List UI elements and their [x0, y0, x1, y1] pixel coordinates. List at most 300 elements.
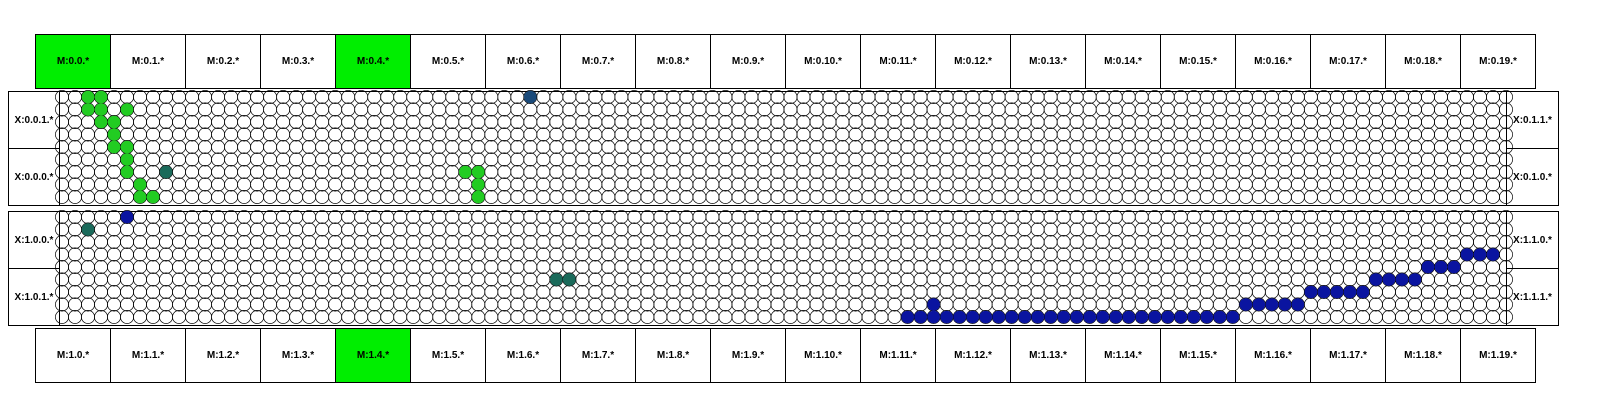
- grid-node: [953, 273, 966, 286]
- grid-node: [1304, 310, 1317, 323]
- grid-node: [472, 153, 485, 166]
- grid-node: [381, 285, 394, 298]
- grid-node: [992, 90, 1005, 103]
- grid-node: [589, 273, 602, 286]
- grid-node: [1252, 260, 1265, 273]
- grid-node: [1486, 90, 1499, 103]
- grid-node: [810, 310, 823, 323]
- grid-node: [524, 285, 537, 298]
- grid-node: [927, 178, 940, 191]
- grid-node: [264, 178, 277, 191]
- grid-node: [120, 223, 133, 236]
- grid-node: [940, 103, 953, 116]
- grid-node: [81, 153, 94, 166]
- grid-node: [563, 103, 576, 116]
- grid-node: [758, 153, 771, 166]
- grid-node: [329, 210, 342, 223]
- grid-node: [185, 273, 198, 286]
- grid-node: [1265, 310, 1278, 323]
- grid-node: [1447, 153, 1460, 166]
- grid-node: [1070, 103, 1083, 116]
- grid-node: [641, 223, 654, 236]
- grid-node: [693, 310, 706, 323]
- grid-node: [797, 190, 810, 203]
- grid-node: [381, 223, 394, 236]
- grid-node: [1187, 223, 1200, 236]
- grid-node: [199, 178, 212, 191]
- grid-node: [745, 248, 758, 261]
- grid-node: [1343, 128, 1356, 141]
- grid-node: [1265, 223, 1278, 236]
- grid-node: [81, 310, 94, 323]
- grid-node: [264, 310, 277, 323]
- grid-node: [706, 190, 719, 203]
- grid-node: [290, 298, 303, 311]
- grid-node: [107, 165, 120, 178]
- grid-node: [277, 298, 290, 311]
- grid-node: [1447, 190, 1460, 203]
- grid-node: [185, 90, 198, 103]
- grid-node: [940, 140, 953, 153]
- grid-node: [719, 298, 732, 311]
- grid-node: [784, 128, 797, 141]
- grid-node: [914, 153, 927, 166]
- grid-node: [810, 190, 823, 203]
- grid-node: [680, 298, 693, 311]
- grid-node: [1213, 128, 1226, 141]
- grid-node: [1460, 128, 1473, 141]
- grid-node: [1161, 165, 1174, 178]
- grid-node: [459, 140, 472, 153]
- grid-node: [1330, 310, 1343, 323]
- grid-node: [836, 178, 849, 191]
- grid-node: [550, 90, 563, 103]
- grid-node: [1109, 210, 1122, 223]
- grid-node: [1070, 210, 1083, 223]
- grid-node: [836, 128, 849, 141]
- grid-node: [1408, 178, 1421, 191]
- grid-node: [146, 260, 159, 273]
- grid-node: [1330, 115, 1343, 128]
- grid-node: [1486, 153, 1499, 166]
- grid-node: [498, 310, 511, 323]
- grid-node: [875, 90, 888, 103]
- grid-node: [120, 190, 133, 203]
- grid-node: [1044, 285, 1057, 298]
- grid-node: [1252, 103, 1265, 116]
- grid-node: [159, 115, 172, 128]
- grid-node: [146, 273, 159, 286]
- grid-node: [771, 190, 784, 203]
- grid-node: [667, 190, 680, 203]
- grid-node: [1148, 285, 1161, 298]
- grid-node: [185, 235, 198, 248]
- grid-node: [407, 310, 420, 323]
- grid-node: [1421, 128, 1434, 141]
- grid-node: [628, 128, 641, 141]
- grid-node: [420, 190, 433, 203]
- grid-node: [1122, 273, 1135, 286]
- grid-node: [212, 223, 225, 236]
- grid-node: [290, 165, 303, 178]
- grid-node: [1304, 103, 1317, 116]
- bottom-header-15: M:1.15.*: [1160, 328, 1236, 383]
- grid-node: [615, 260, 628, 273]
- grid-node: [1291, 178, 1304, 191]
- grid-node: [966, 235, 979, 248]
- grid-node: [407, 165, 420, 178]
- grid-node: [355, 190, 368, 203]
- grid-node: [1044, 248, 1057, 261]
- grid-node: [888, 210, 901, 223]
- grid-node: [875, 190, 888, 203]
- grid-node: [68, 153, 81, 166]
- grid-node: [784, 90, 797, 103]
- grid-node: [172, 153, 185, 166]
- grid-node: [55, 248, 68, 261]
- grid-node: [68, 210, 81, 223]
- grid-node: [1096, 140, 1109, 153]
- grid-node: [511, 210, 524, 223]
- grid-node: [1096, 128, 1109, 141]
- grid-node: [849, 285, 862, 298]
- grid-node: [901, 235, 914, 248]
- grid-node: [498, 235, 511, 248]
- grid-node: [1096, 190, 1109, 203]
- grid-node: [511, 190, 524, 203]
- grid-node: [875, 248, 888, 261]
- grid-node: [1460, 103, 1473, 116]
- grid-node: [199, 115, 212, 128]
- grid-node: [758, 223, 771, 236]
- grid-node: [1018, 223, 1031, 236]
- grid-node: [342, 140, 355, 153]
- grid-node: [133, 248, 146, 261]
- grid-node: [953, 285, 966, 298]
- grid-node: [1447, 140, 1460, 153]
- grid-node: [1343, 260, 1356, 273]
- grid-node: [1148, 128, 1161, 141]
- grid-node: [849, 103, 862, 116]
- grid-node: [394, 223, 407, 236]
- grid-node: [238, 285, 251, 298]
- grid-node: [355, 165, 368, 178]
- grid-node: [1395, 298, 1408, 311]
- grid-node: [1434, 285, 1447, 298]
- left-label-1: X:0.0.0.*: [8, 148, 60, 206]
- grid-node: [1343, 90, 1356, 103]
- grid-node: [420, 248, 433, 261]
- node-marker-green: [95, 91, 107, 103]
- grid-node: [875, 178, 888, 191]
- node-marker-blue: [1448, 261, 1460, 273]
- grid-node: [901, 298, 914, 311]
- grid-node: [368, 223, 381, 236]
- grid-node: [1018, 260, 1031, 273]
- grid-node: [1031, 165, 1044, 178]
- grid-node: [1122, 248, 1135, 261]
- grid-node: [146, 115, 159, 128]
- grid-node: [1473, 140, 1486, 153]
- grid-node: [693, 273, 706, 286]
- grid-node: [159, 235, 172, 248]
- grid-node: [1421, 235, 1434, 248]
- grid-node: [823, 128, 836, 141]
- grid-node: [732, 210, 745, 223]
- grid-node: [1486, 165, 1499, 178]
- grid-node: [1018, 298, 1031, 311]
- grid-node: [1486, 140, 1499, 153]
- grid-node: [212, 310, 225, 323]
- grid-node: [667, 153, 680, 166]
- grid-node: [693, 165, 706, 178]
- node-marker-blue: [1409, 274, 1421, 286]
- grid-node: [784, 223, 797, 236]
- grid-node: [537, 90, 550, 103]
- grid-node: [420, 128, 433, 141]
- grid-node: [875, 223, 888, 236]
- grid-node: [316, 260, 329, 273]
- grid-node: [771, 210, 784, 223]
- top-header-14: M:0.14.*: [1085, 34, 1161, 89]
- grid-node: [94, 248, 107, 261]
- grid-node: [706, 140, 719, 153]
- grid-node: [524, 165, 537, 178]
- grid-node: [1434, 273, 1447, 286]
- grid-node: [966, 140, 979, 153]
- grid-node: [1460, 235, 1473, 248]
- grid-node: [888, 165, 901, 178]
- grid-node: [615, 285, 628, 298]
- grid-node: [576, 248, 589, 261]
- grid-node: [329, 190, 342, 203]
- grid-node: [277, 223, 290, 236]
- grid-node: [1460, 178, 1473, 191]
- grid-node: [901, 248, 914, 261]
- grid-node: [836, 223, 849, 236]
- grid-node: [1213, 285, 1226, 298]
- grid-node: [1135, 153, 1148, 166]
- grid-node: [133, 128, 146, 141]
- node-marker-blue: [1318, 286, 1330, 298]
- grid-node: [1395, 165, 1408, 178]
- grid-node: [1447, 90, 1460, 103]
- grid-node: [732, 140, 745, 153]
- grid-node: [185, 298, 198, 311]
- grid-node: [1330, 223, 1343, 236]
- grid-node: [1044, 90, 1057, 103]
- grid-node: [680, 103, 693, 116]
- grid-node: [1239, 103, 1252, 116]
- grid-node: [381, 210, 394, 223]
- grid-node: [628, 285, 641, 298]
- grid-node: [199, 285, 212, 298]
- grid-node: [1499, 298, 1512, 311]
- grid-node: [1421, 90, 1434, 103]
- grid-node: [433, 260, 446, 273]
- node-marker-green: [121, 166, 133, 178]
- grid-node: [1473, 153, 1486, 166]
- grid-node: [381, 165, 394, 178]
- grid-node: [1135, 223, 1148, 236]
- grid-node: [1447, 115, 1460, 128]
- grid-node: [1408, 298, 1421, 311]
- grid-node: [615, 190, 628, 203]
- grid-node: [1291, 165, 1304, 178]
- grid-node: [1239, 273, 1252, 286]
- grid-node: [849, 223, 862, 236]
- grid-node: [524, 310, 537, 323]
- grid-node: [1161, 285, 1174, 298]
- grid-node: [784, 140, 797, 153]
- bottom-header-5: M:1.5.*: [410, 328, 486, 383]
- grid-node: [1265, 103, 1278, 116]
- grid-node: [342, 178, 355, 191]
- grid-node: [966, 103, 979, 116]
- grid-node: [1187, 273, 1200, 286]
- grid-node: [329, 90, 342, 103]
- grid-node: [810, 298, 823, 311]
- grid-node: [1252, 235, 1265, 248]
- grid-node: [1317, 298, 1330, 311]
- grid-node: [914, 140, 927, 153]
- grid-node: [797, 223, 810, 236]
- grid-node: [953, 298, 966, 311]
- grid-node: [329, 140, 342, 153]
- grid-node: [511, 273, 524, 286]
- grid-node: [1369, 260, 1382, 273]
- grid-node: [511, 90, 524, 103]
- grid-node: [225, 103, 238, 116]
- grid-node: [888, 285, 901, 298]
- grid-node: [745, 128, 758, 141]
- grid-node: [55, 273, 68, 286]
- grid-node: [1460, 285, 1473, 298]
- node-marker-blue: [1058, 311, 1070, 323]
- grid-node: [159, 153, 172, 166]
- grid-node: [485, 115, 498, 128]
- grid-node: [589, 165, 602, 178]
- grid-node: [693, 298, 706, 311]
- grid-node: [1291, 115, 1304, 128]
- grid-node: [1226, 128, 1239, 141]
- grid-node: [355, 128, 368, 141]
- grid-node: [823, 310, 836, 323]
- grid-node: [745, 223, 758, 236]
- grid-node: [1226, 90, 1239, 103]
- grid-node: [823, 260, 836, 273]
- grid-node: [1499, 140, 1512, 153]
- grid-node: [550, 178, 563, 191]
- grid-node: [172, 115, 185, 128]
- grid-node: [1330, 103, 1343, 116]
- grid-node: [550, 223, 563, 236]
- grid-node: [1408, 248, 1421, 261]
- grid-node: [1226, 103, 1239, 116]
- grid-node: [693, 190, 706, 203]
- grid-node: [719, 310, 732, 323]
- grid-node: [185, 140, 198, 153]
- grid-node: [1317, 178, 1330, 191]
- grid-node: [680, 248, 693, 261]
- grid-node: [589, 310, 602, 323]
- grid-node: [1395, 115, 1408, 128]
- grid-node: [1382, 210, 1395, 223]
- grid-node: [55, 223, 68, 236]
- grid-node: [641, 248, 654, 261]
- grid-node: [641, 90, 654, 103]
- grid-node: [550, 310, 563, 323]
- grid-node: [1174, 260, 1187, 273]
- grid-node: [133, 103, 146, 116]
- grid-node: [1083, 190, 1096, 203]
- grid-node: [316, 273, 329, 286]
- grid-node: [1499, 223, 1512, 236]
- node-marker-teal: [82, 224, 94, 236]
- grid-node: [1356, 223, 1369, 236]
- grid-node: [589, 190, 602, 203]
- grid-node: [368, 103, 381, 116]
- grid-node: [1265, 178, 1278, 191]
- grid-node: [849, 140, 862, 153]
- node-marker-blue: [1019, 311, 1031, 323]
- grid-node: [758, 260, 771, 273]
- grid-node: [146, 298, 159, 311]
- grid-node: [1122, 115, 1135, 128]
- grid-node: [862, 223, 875, 236]
- grid-node: [1460, 153, 1473, 166]
- grid-node: [133, 310, 146, 323]
- grid-node: [433, 235, 446, 248]
- grid-node: [394, 178, 407, 191]
- grid-node: [667, 248, 680, 261]
- grid-node: [290, 190, 303, 203]
- grid-node: [238, 210, 251, 223]
- bottom-header-17: M:1.17.*: [1310, 328, 1386, 383]
- grid-node: [355, 273, 368, 286]
- grid-node: [1304, 260, 1317, 273]
- grid-node: [1408, 223, 1421, 236]
- grid-node: [146, 310, 159, 323]
- grid-node: [771, 310, 784, 323]
- grid-node: [1005, 115, 1018, 128]
- grid-node: [420, 103, 433, 116]
- grid-node: [628, 153, 641, 166]
- grid-node: [407, 235, 420, 248]
- grid-node: [628, 235, 641, 248]
- grid-node: [1005, 178, 1018, 191]
- grid-node: [225, 260, 238, 273]
- grid-node: [914, 298, 927, 311]
- grid-node: [797, 273, 810, 286]
- grid-node: [836, 310, 849, 323]
- grid-node: [940, 165, 953, 178]
- grid-node: [394, 128, 407, 141]
- grid-node: [758, 273, 771, 286]
- grid-node: [1200, 153, 1213, 166]
- grid-node: [758, 90, 771, 103]
- grid-node: [628, 103, 641, 116]
- grid-node: [1408, 128, 1421, 141]
- grid-node: [901, 285, 914, 298]
- grid-node: [394, 190, 407, 203]
- grid-node: [1421, 285, 1434, 298]
- grid-node: [420, 223, 433, 236]
- grid-node: [706, 273, 719, 286]
- grid-node: [407, 210, 420, 223]
- node-marker-green: [108, 116, 120, 128]
- grid-node: [654, 285, 667, 298]
